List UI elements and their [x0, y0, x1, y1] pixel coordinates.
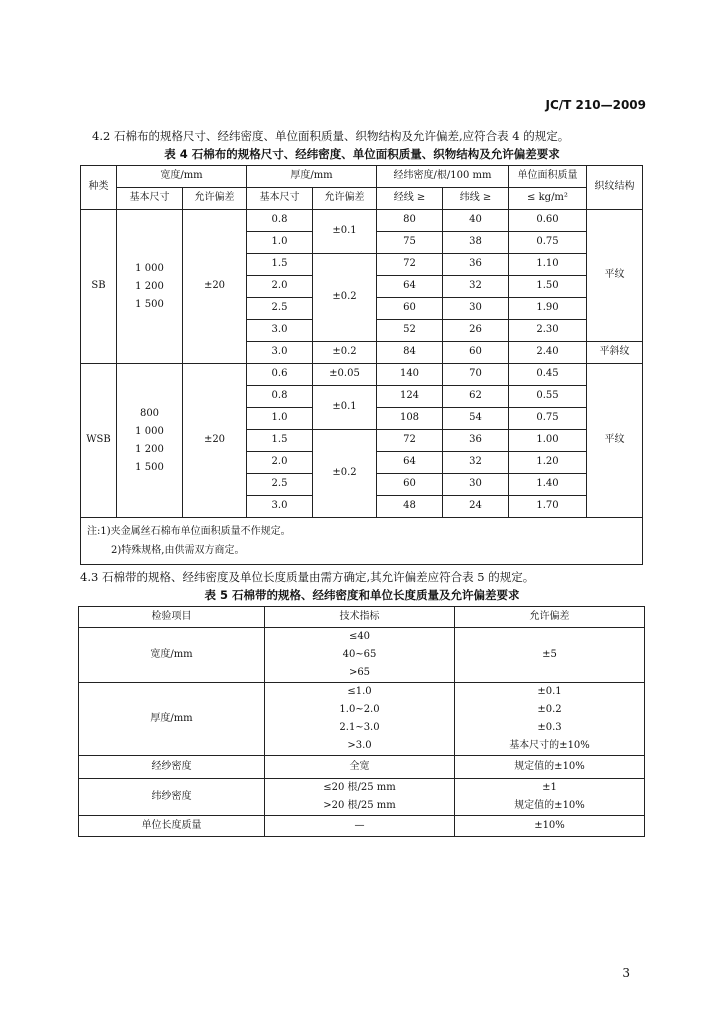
warp-cell: 60: [377, 298, 443, 320]
tolerance-cell: [455, 779, 645, 816]
table-4-caption: 表 4 石棉布的规格尺寸、经纬密度、单位面积质量、织物结构及允许偏差要求: [164, 147, 560, 161]
thickness-tolerance-cell: ±0.2: [313, 342, 377, 364]
table-4: [80, 165, 643, 565]
weft-cell: 62: [443, 386, 509, 408]
warp-cell: 72: [377, 430, 443, 452]
thickness-tolerance-cell: ±0.1: [313, 386, 377, 430]
item-cell: 纬纱密度: [79, 779, 265, 816]
weft-cell: 32: [443, 452, 509, 474]
warp-cell: 48: [377, 496, 443, 518]
thickness-cell: 0.6: [247, 364, 313, 386]
mass-cell: 1.90: [509, 298, 587, 320]
mass-cell: 1.00: [509, 430, 587, 452]
mass-cell: 2.40: [509, 342, 587, 364]
weft-cell: 36: [443, 430, 509, 452]
header-thickness-base: 基本尺寸: [247, 188, 313, 210]
header-thickness: 厚度/mm: [247, 166, 377, 188]
thickness-cell: 1.5: [247, 254, 313, 276]
weft-cell: 24: [443, 496, 509, 518]
warp-cell: 84: [377, 342, 443, 364]
table-5-header-row: [79, 607, 645, 628]
header-structure: 织纹结构: [587, 166, 643, 210]
header-weft: 纬线 ≥: [443, 188, 509, 210]
header-item: 检验项目: [79, 607, 265, 628]
wsb-width-base: [117, 364, 183, 518]
table-4-notes-row: [81, 518, 643, 565]
thickness-tolerance-cell: ±0.2: [313, 254, 377, 342]
standard-number: JC/T 210—2009: [545, 98, 646, 112]
weft-cell: 38: [443, 232, 509, 254]
thickness-cell: 0.8: [247, 386, 313, 408]
spec-value: >20 根/25 mm: [323, 800, 396, 811]
width-value: 800: [139, 407, 160, 419]
kind-wsb: WSB: [81, 364, 117, 518]
tolerance-cell: ±5: [455, 628, 645, 683]
table-4-header-row-2: [81, 188, 643, 210]
warp-cell: 52: [377, 320, 443, 342]
tolerance-cell: 规定值的±10%: [455, 756, 645, 779]
mass-cell: 2.30: [509, 320, 587, 342]
thickness-cell: 1.5: [247, 430, 313, 452]
warp-cell: 124: [377, 386, 443, 408]
mass-cell: 0.75: [509, 232, 587, 254]
table-row: [81, 210, 643, 232]
spec-value: ≤1.0: [347, 686, 372, 697]
width-value: 1 000: [135, 262, 164, 274]
spec-value: 40~65: [342, 649, 377, 660]
thickness-cell: 2.0: [247, 452, 313, 474]
spec-value: ≤40: [348, 631, 371, 642]
table-4-header-row-1: [81, 166, 643, 188]
spec-cell: —: [265, 816, 455, 837]
sb-width-tolerance: ±20: [183, 210, 247, 364]
spec-value: ≤20 根/25 mm: [323, 782, 396, 793]
spec-cell: 全宽: [265, 756, 455, 779]
wsb-width-tolerance: ±20: [183, 364, 247, 518]
note-2: 2)特殊规格,由供需双方商定。: [111, 545, 245, 556]
mass-cell: 1.40: [509, 474, 587, 496]
warp-cell: 80: [377, 210, 443, 232]
header-thickness-tolerance: 允许偏差: [313, 188, 377, 210]
header-warp: 经线 ≥: [377, 188, 443, 210]
warp-cell: 140: [377, 364, 443, 386]
mass-cell: 1.50: [509, 276, 587, 298]
spec-value: 2.1~3.0: [339, 722, 380, 733]
warp-cell: 108: [377, 408, 443, 430]
width-value: 1 200: [135, 443, 164, 455]
tolerance-value: ±0.2: [537, 704, 562, 715]
thickness-tolerance-cell: ±0.2: [313, 430, 377, 518]
page-number: 3: [622, 966, 630, 980]
structure-cell: 平纹: [587, 210, 643, 342]
item-cell: 宽度/mm: [79, 628, 265, 683]
warp-cell: 72: [377, 254, 443, 276]
thickness-tolerance-cell: ±0.05: [313, 364, 377, 386]
kind-sb: SB: [81, 210, 117, 364]
table-row: [81, 364, 643, 386]
table-row: [79, 683, 645, 756]
thickness-cell: 2.5: [247, 474, 313, 496]
weft-cell: 40: [443, 210, 509, 232]
section-4-3-text: 4.3 石棉带的规格、经纬密度及单位长度质量由需方确定,其允许偏差应符合表 5 的规定。: [80, 570, 535, 584]
warp-cell: 64: [377, 452, 443, 474]
spec-value: >65: [348, 667, 371, 678]
sb-width-base: [117, 210, 183, 364]
table-row: [79, 779, 645, 816]
spec-cell: [265, 683, 455, 756]
mass-cell: 1.70: [509, 496, 587, 518]
thickness-cell: 2.5: [247, 298, 313, 320]
table-row: [79, 628, 645, 683]
thickness-cell: 3.0: [247, 320, 313, 342]
tolerance-cell: ±10%: [455, 816, 645, 837]
weft-cell: 30: [443, 298, 509, 320]
table-4-notes: [81, 518, 643, 565]
table-row: [79, 756, 645, 779]
tolerance-cell: [455, 683, 645, 756]
tolerance-value: ±0.1: [537, 686, 562, 697]
warp-cell: 75: [377, 232, 443, 254]
table-row: [79, 816, 645, 837]
mass-cell: 0.55: [509, 386, 587, 408]
mass-cell: 0.45: [509, 364, 587, 386]
header-mass-unit: ≤ kg/m²: [509, 188, 587, 210]
width-value: 1 500: [135, 298, 164, 310]
weft-cell: 36: [443, 254, 509, 276]
spec-cell: [265, 628, 455, 683]
mass-cell: 0.60: [509, 210, 587, 232]
thickness-cell: 2.0: [247, 276, 313, 298]
thickness-cell: 3.0: [247, 342, 313, 364]
mass-cell: 1.10: [509, 254, 587, 276]
width-value: 1 000: [135, 425, 164, 437]
mass-cell: 0.75: [509, 408, 587, 430]
thickness-cell: 0.8: [247, 210, 313, 232]
section-4-2-text: 4.2 石棉布的规格尺寸、经纬密度、单位面积质量、织物结构及允许偏差,应符合表 4 的规定。: [92, 129, 570, 143]
header-mass: 单位面积质量: [509, 166, 587, 188]
header-width-tolerance: 允许偏差: [183, 188, 247, 210]
tolerance-value: ±0.3: [537, 722, 562, 733]
thickness-cell: 3.0: [247, 496, 313, 518]
note-1: 注:1)夹金属丝石棉布单位面积质量不作规定。: [87, 526, 291, 537]
spec-cell: [265, 779, 455, 816]
weft-cell: 70: [443, 364, 509, 386]
spec-value: >3.0: [347, 740, 372, 751]
weft-cell: 30: [443, 474, 509, 496]
weft-cell: 60: [443, 342, 509, 364]
table-5: [78, 606, 645, 837]
thickness-cell: 1.0: [247, 232, 313, 254]
header-width-base: 基本尺寸: [117, 188, 183, 210]
tolerance-value: 基本尺寸的±10%: [509, 740, 590, 751]
warp-cell: 64: [377, 276, 443, 298]
width-value: 1 500: [135, 461, 164, 473]
weft-cell: 32: [443, 276, 509, 298]
tolerance-value: ±1: [542, 782, 557, 793]
header-kind: 种类: [81, 166, 117, 210]
spec-value: 1.0~2.0: [339, 704, 380, 715]
width-value: 1 200: [135, 280, 164, 292]
warp-cell: 60: [377, 474, 443, 496]
structure-cell: 平纹: [587, 364, 643, 518]
header-tolerance: 允许偏差: [455, 607, 645, 628]
weft-cell: 54: [443, 408, 509, 430]
header-spec: 技术指标: [265, 607, 455, 628]
mass-cell: 1.20: [509, 452, 587, 474]
thickness-cell: 1.0: [247, 408, 313, 430]
item-cell: 单位长度质量: [79, 816, 265, 837]
structure-cell: 平斜纹: [587, 342, 643, 364]
tolerance-value: 规定值的±10%: [514, 800, 585, 811]
item-cell: 经纱密度: [79, 756, 265, 779]
header-width: 宽度/mm: [117, 166, 247, 188]
header-density: 经纬密度/根/100 mm: [377, 166, 509, 188]
thickness-tolerance-cell: ±0.1: [313, 210, 377, 254]
table-5-caption: 表 5 石棉带的规格、经纬密度和单位长度质量及允许偏差要求: [204, 588, 520, 602]
item-cell: 厚度/mm: [79, 683, 265, 756]
weft-cell: 26: [443, 320, 509, 342]
